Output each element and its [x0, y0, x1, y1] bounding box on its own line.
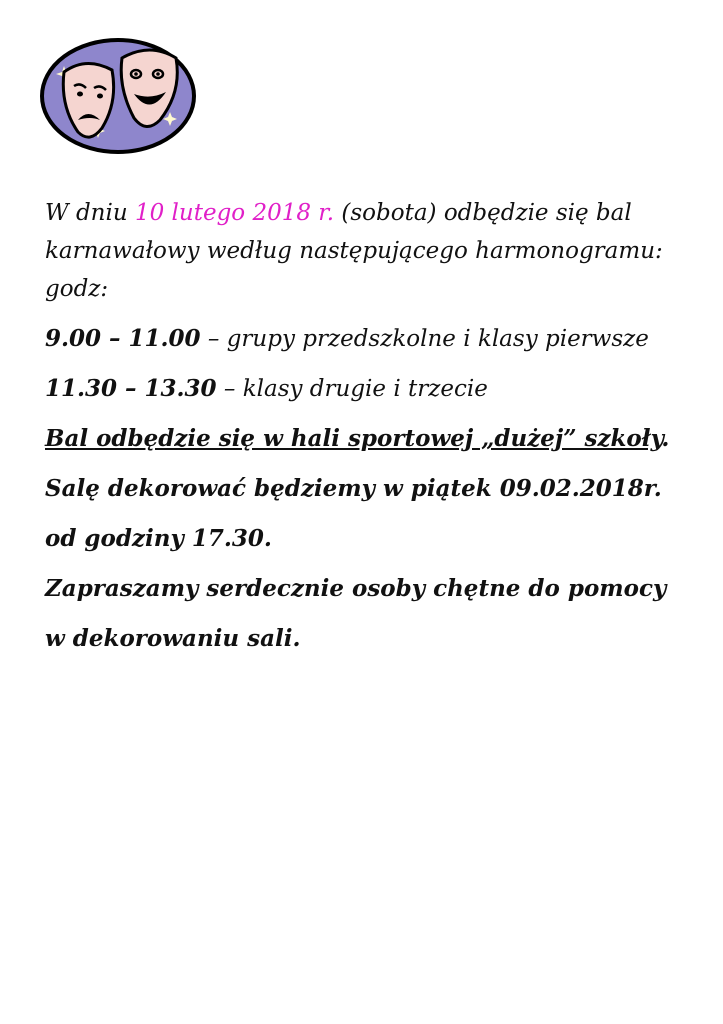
schedule-separator: – — [200, 326, 227, 352]
decor-notice: Salę dekorować będziemy w piątek 09.02.2018r. — [45, 475, 662, 502]
intro-prefix: W dniu — [45, 200, 135, 226]
schedule-desc: klasy drugie i trzecie — [242, 376, 488, 402]
intro-suffix: (sobota) odbędzie się bal karnawałowy według następującego harmonogramu: godz: — [45, 200, 663, 302]
theater-masks-icon — [38, 36, 198, 156]
intro-paragraph — [45, 194, 695, 308]
announcement — [45, 194, 695, 664]
decor-time: od godziny 17.30. — [45, 525, 272, 552]
venue-text: Bal odbędzie się w hali sportowej „dużej” szkoły — [45, 425, 662, 452]
venue-notice — [45, 414, 695, 464]
event-date: 10 lutego 2018 r. — [134, 200, 335, 226]
schedule-time: 9.00 – 11.00 — [45, 325, 201, 352]
schedule-desc: grupy przedszkolne i klasy pierwsze — [226, 326, 649, 352]
schedule-row — [45, 314, 695, 364]
venue-period: . — [661, 425, 670, 452]
schedule-row — [45, 364, 695, 414]
invite-text-2: w dekorowaniu sali. — [45, 625, 301, 652]
schedule-time: 11.30 – 13.30 — [45, 375, 217, 402]
schedule-separator: – — [216, 376, 243, 402]
invite-text: Zapraszamy serdecznie osoby chętne do pomocy — [45, 575, 667, 602]
